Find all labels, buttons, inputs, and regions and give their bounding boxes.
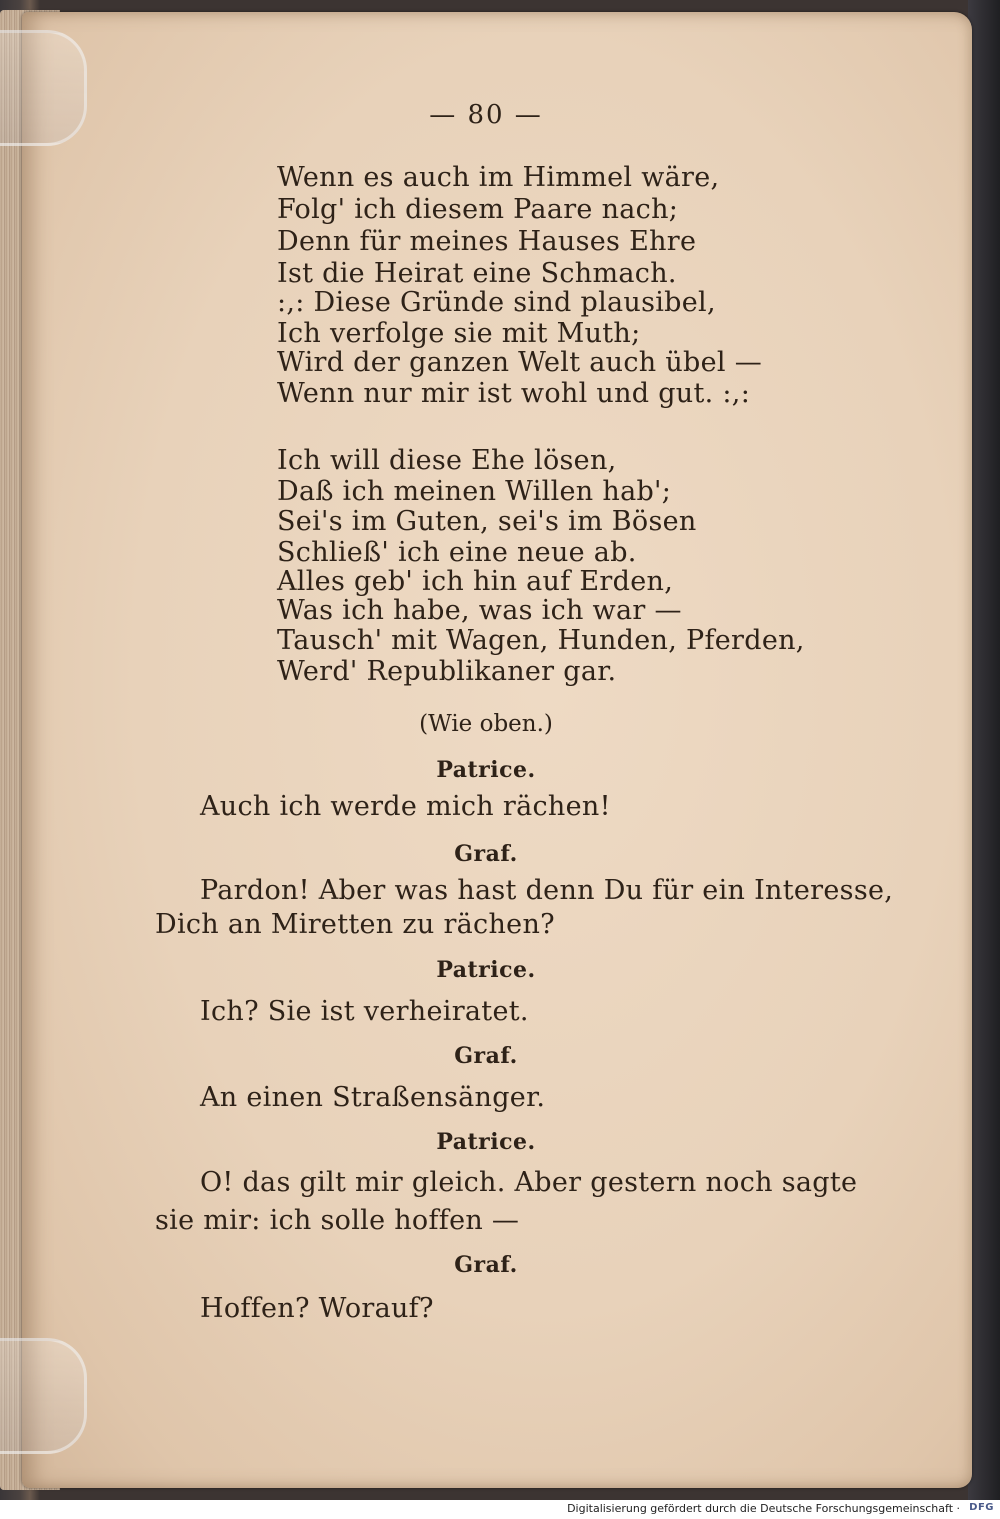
dialogue-line: Ich? Sie ist verheiratet.: [200, 996, 529, 1027]
verse-line: Denn für meines Hauses Ehre: [277, 226, 697, 257]
speaker-name: Patrice.: [436, 957, 536, 983]
page-clip-bottom: [0, 1338, 87, 1454]
verse-line: :,: Diese Gründe sind plausibel,: [277, 287, 716, 318]
verse-line: Sei's im Guten, sei's im Bösen: [277, 506, 697, 537]
verse-line: Was ich habe, was ich war —: [277, 595, 682, 626]
dialogue-line: sie mir: ich solle hoffen —: [155, 1205, 520, 1236]
funding-notice: Digitalisierung gefördert durch die Deutsche Forschungsgemeinschaft ·: [567, 1502, 960, 1515]
dialogue-line: Dich an Miretten zu rächen?: [155, 909, 555, 940]
verse-line: Ich will diese Ehe lösen,: [277, 445, 617, 476]
dialogue-line: Pardon! Aber was hast denn Du für ein Interesse,: [200, 875, 894, 906]
dfg-logo: DFG: [969, 1502, 994, 1513]
verse-line: Alles geb' ich hin auf Erden,: [277, 566, 674, 597]
dialogue-line: An einen Straßensänger.: [200, 1082, 546, 1113]
verse-line: Werd' Republikaner gar.: [277, 656, 617, 687]
verse-line: Wird der ganzen Welt auch übel —: [277, 347, 763, 378]
verse-line: Schließ' ich eine neue ab.: [277, 537, 637, 568]
dialogue-line: Auch ich werde mich rächen!: [200, 791, 611, 822]
verse-line: Wenn es auch im Himmel wäre,: [277, 162, 720, 193]
dialogue-line: O! das gilt mir gleich. Aber gestern noch sagte: [200, 1167, 858, 1198]
digitization-footer: [0, 1500, 1000, 1519]
page-number: — 80 —: [429, 100, 543, 130]
verse-line: Daß ich meinen Willen hab';: [277, 476, 672, 507]
stage-direction: (Wie oben.): [419, 711, 553, 737]
verse-line: Wenn nur mir ist wohl und gut. :,:: [277, 378, 751, 409]
book-cover-edge: [968, 0, 1000, 1500]
speaker-name: Graf.: [454, 841, 518, 867]
dialogue-line: Hoffen? Worauf?: [200, 1293, 434, 1324]
speaker-name: Patrice.: [436, 1129, 536, 1155]
verse-line: Tausch' mit Wagen, Hunden, Pferden,: [277, 625, 805, 656]
verse-line: Ich verfolge sie mit Muth;: [277, 318, 641, 349]
speaker-name: Patrice.: [436, 757, 536, 783]
speaker-name: Graf.: [454, 1043, 518, 1069]
verse-line: Ist die Heirat eine Schmach.: [277, 258, 677, 289]
verse-line: Folg' ich diesem Paare nach;: [277, 194, 679, 225]
speaker-name: Graf.: [454, 1252, 518, 1278]
